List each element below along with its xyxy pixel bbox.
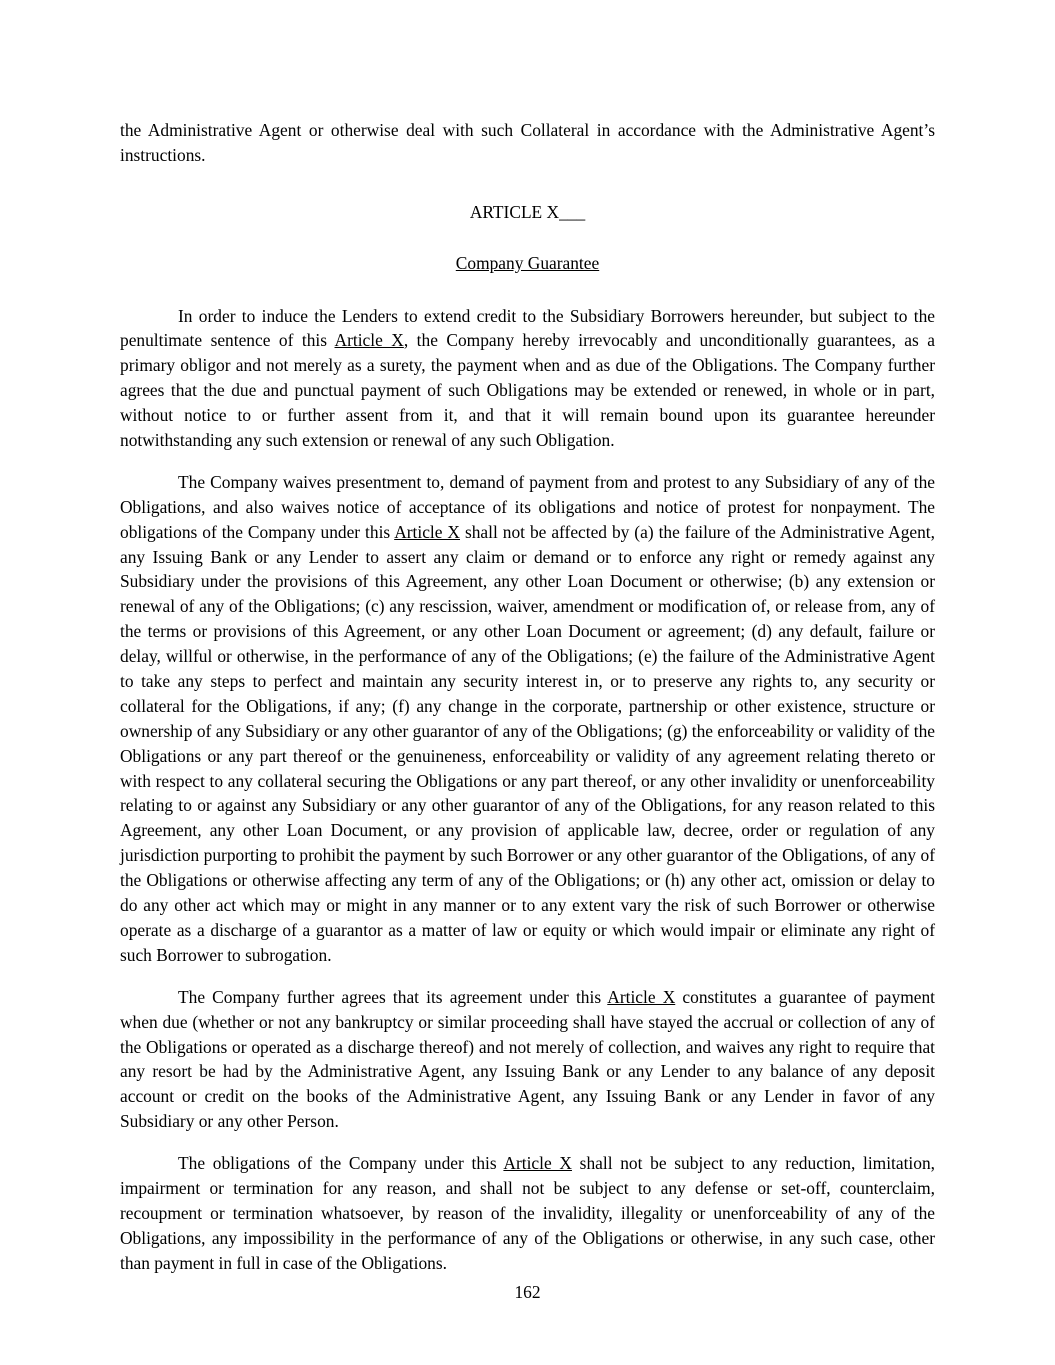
paragraph-2-text-before-ref: The Company waives presentment to, demand of payment from and protest to any Subsidiary of any of the Obligations, and also waives notice of acceptance of its obligations and notice of protest for nonpayment. The obligations of the Company under this <box>120 471 935 542</box>
paragraph-4-text-after-ref: shall not be subject to any reduction, limitation, impairment or termination for any reason, and shall not be subject to any defense or set-off, counterclaim, recoupment or termination whatsoever, by reason of the invalidity, illegality or unenforceability of any of the Obligations, any impossibility in the performance of any of the Obligations or otherwise, in any such case, other than payment in full in case of the Obligations. <box>120 1153 935 1273</box>
paragraph-4 <box>120 1151 935 1275</box>
section-heading-text: Company Guarantee <box>455 252 600 273</box>
paragraph-1 <box>120 304 935 453</box>
paragraph-3-text-after-ref: constitutes a guarantee of payment when due (whether or not any bankruptcy or similar proceeding shall have stayed the accrual or collection of any of the Obligations or operated as a discharge thereof) and not merely of collection, and waives any right to require that any resort be had by the Administrative Agent, any Issuing Bank or any Lender to any balance of any deposit account or credit on the books of the Administrative Agent, any Issuing Bank or any Lender in favor of any Subsidiary or any other Person. <box>120 986 935 1132</box>
article-x-reference: Article X <box>394 521 460 542</box>
page-number: 162 <box>514 1282 541 1302</box>
article-x-reference: Article X <box>334 330 404 351</box>
paragraph-3-text-before-ref: The Company further agrees that its agreement under this <box>178 986 608 1007</box>
paragraph-2-text-after-ref: shall not be affected by (a) the failure of the Administrative Agent, any Issuing Bank or any Lender to assert any claim or demand or to enforce any right or remedy against any Subsidiary under the provisions of this Agreement, any other Loan Document or otherwise; (b) any extension or renewal of any of the Obligations; (c) any rescission, waiver, amendment or modification of, or release from, any of the terms or provisions of this Agreement, or any other Loan Document or agreement; (d) any default, failure or delay, willful or otherwise, in the performance of any of the Obligations; (e) the failure of the Administrative Agent to take any steps to perfect and maintain any security interest in, or to preserve any rights to, any security or collateral for the Obligations, if any; (f) any change in the corporate, partnership or other existence, structure or ownership of any Subsidiary or any other guarantor of any of the Obligations; (g) the enforceability or validity of the Obligations or any part thereof or the genuineness, enforceability or validity of any agreement relating thereto or with respect to any collateral securing the Obligations or any part thereof, or any other invalidity or unenforceability relating to or against any Subsidiary or any other guarantor of any of the Obligations, for any reason related to this Agreement, any other Loan Document, or any provision of applicable law, decree, order or regulation of any jurisdiction purporting to prohibit the payment by such Borrower or any other guarantor of the Obligations, of any of the Obligations or otherwise affecting any term of any of the Obligations; or (h) any other act, omission or delay to do any other act which may or might in any manner or to any extent vary the risk of such Borrower or otherwise operate as a discharge of a guarantor as a matter of law or equity or which would impair or eliminate any right of such Borrower to subrogation. <box>120 521 935 965</box>
paragraph-4-text-before-ref: The obligations of the Company under this <box>178 1153 504 1174</box>
paragraph-2 <box>120 470 935 968</box>
article-x-reference: Article X <box>607 986 676 1007</box>
continued-paragraph: the Administrative Agent or otherwise deal with such Collateral in accordance with the Administrative Agent’s instructions. <box>120 120 935 165</box>
section-heading <box>120 251 935 276</box>
article-heading: ARTICLE X___ <box>469 201 586 222</box>
article-x-reference: Article X <box>503 1153 572 1174</box>
paragraph-1-text-before-ref: In order to induce the Lenders to extend credit to the Subsidiary Borrowers hereunder, but subject to the penultimate sentence of this <box>120 305 935 351</box>
paragraph-1-text-after-ref: , the Company hereby irrevocably and unconditionally guarantees, as a primary obligor and not merely as a surety, the payment when and as due of the Obligations. The Company further agrees that the due and punctual payment of such Obligations may be extended or renewed, in whole or in part, without notice to or further assent from it, and that it will remain bound upon its guarantee hereunder notwithstanding any such extension or renewal of any such Obligation. <box>120 330 935 451</box>
paragraph-3 <box>120 985 935 1134</box>
